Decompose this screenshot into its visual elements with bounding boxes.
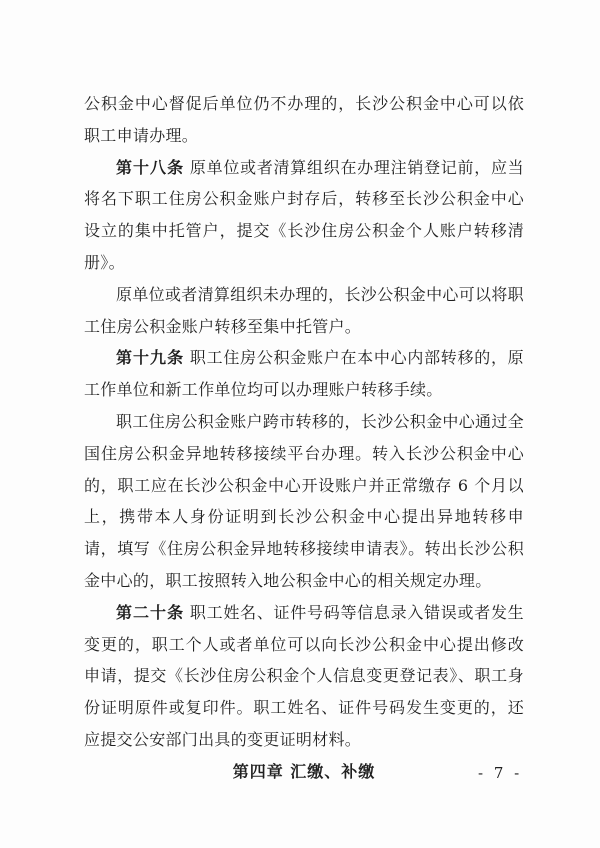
article-19-number: 第十九条	[116, 348, 185, 368]
chapter-title: 第四章 汇缴、补缴	[232, 761, 376, 781]
document-body	[84, 88, 524, 788]
article-20-number: 第二十条	[116, 602, 185, 622]
article-19	[84, 342, 524, 406]
article-18-text: 原单位或者清算组织在办理注销登记前，应当将名下职工住房公积金账户封存后，转移至长沙公积金中心设立的集中托管户，提交《长沙住房公积金个人账户转移清册》。	[84, 157, 524, 272]
article-18	[84, 152, 524, 279]
page-number: - 7 -	[478, 764, 523, 782]
article-18-number: 第十八条	[116, 157, 185, 177]
paragraph-continuation: 公积金中心督促后单位仍不办理的，长沙公积金中心可以依职工申请办理。	[84, 94, 524, 145]
article-20-text: 职工姓名、证件号码等信息录入错误或者发生变更的，职工个人或者单位可以向长沙公积金中心提出修改申请，提交《长沙住房公积金个人信息变更登记表》、职工身份证明原件或复印件。职工姓名、证件号码发生变更的，还应提交公安部门出具的变更证明材料。	[84, 602, 524, 749]
paragraph-19-2: 职工住房公积金账户跨市转移的，长沙公积金中心通过全国住房公积金异地转移接续平台办理。转入长沙公积金中心的，职工应在长沙公积金中心开设账户并正常缴存 6 个月以上，携带本人身份证明到长沙公积金中心提出异地转移申请，填写《住房公积金异地转移接续申请表》。转出长沙公积金中心的，职工按照转入地公积金中心的相关规定办理。	[84, 411, 524, 590]
article-19-text: 职工住房公积金账户在本中心内部转移的，原工作单位和新工作单位均可以办理账户转移手续。	[84, 348, 524, 400]
article-20	[84, 597, 524, 756]
paragraph-18-2: 原单位或者清算组织未办理的，长沙公积金中心可以将职工住房公积金账户转移至集中托管户。	[84, 284, 524, 336]
